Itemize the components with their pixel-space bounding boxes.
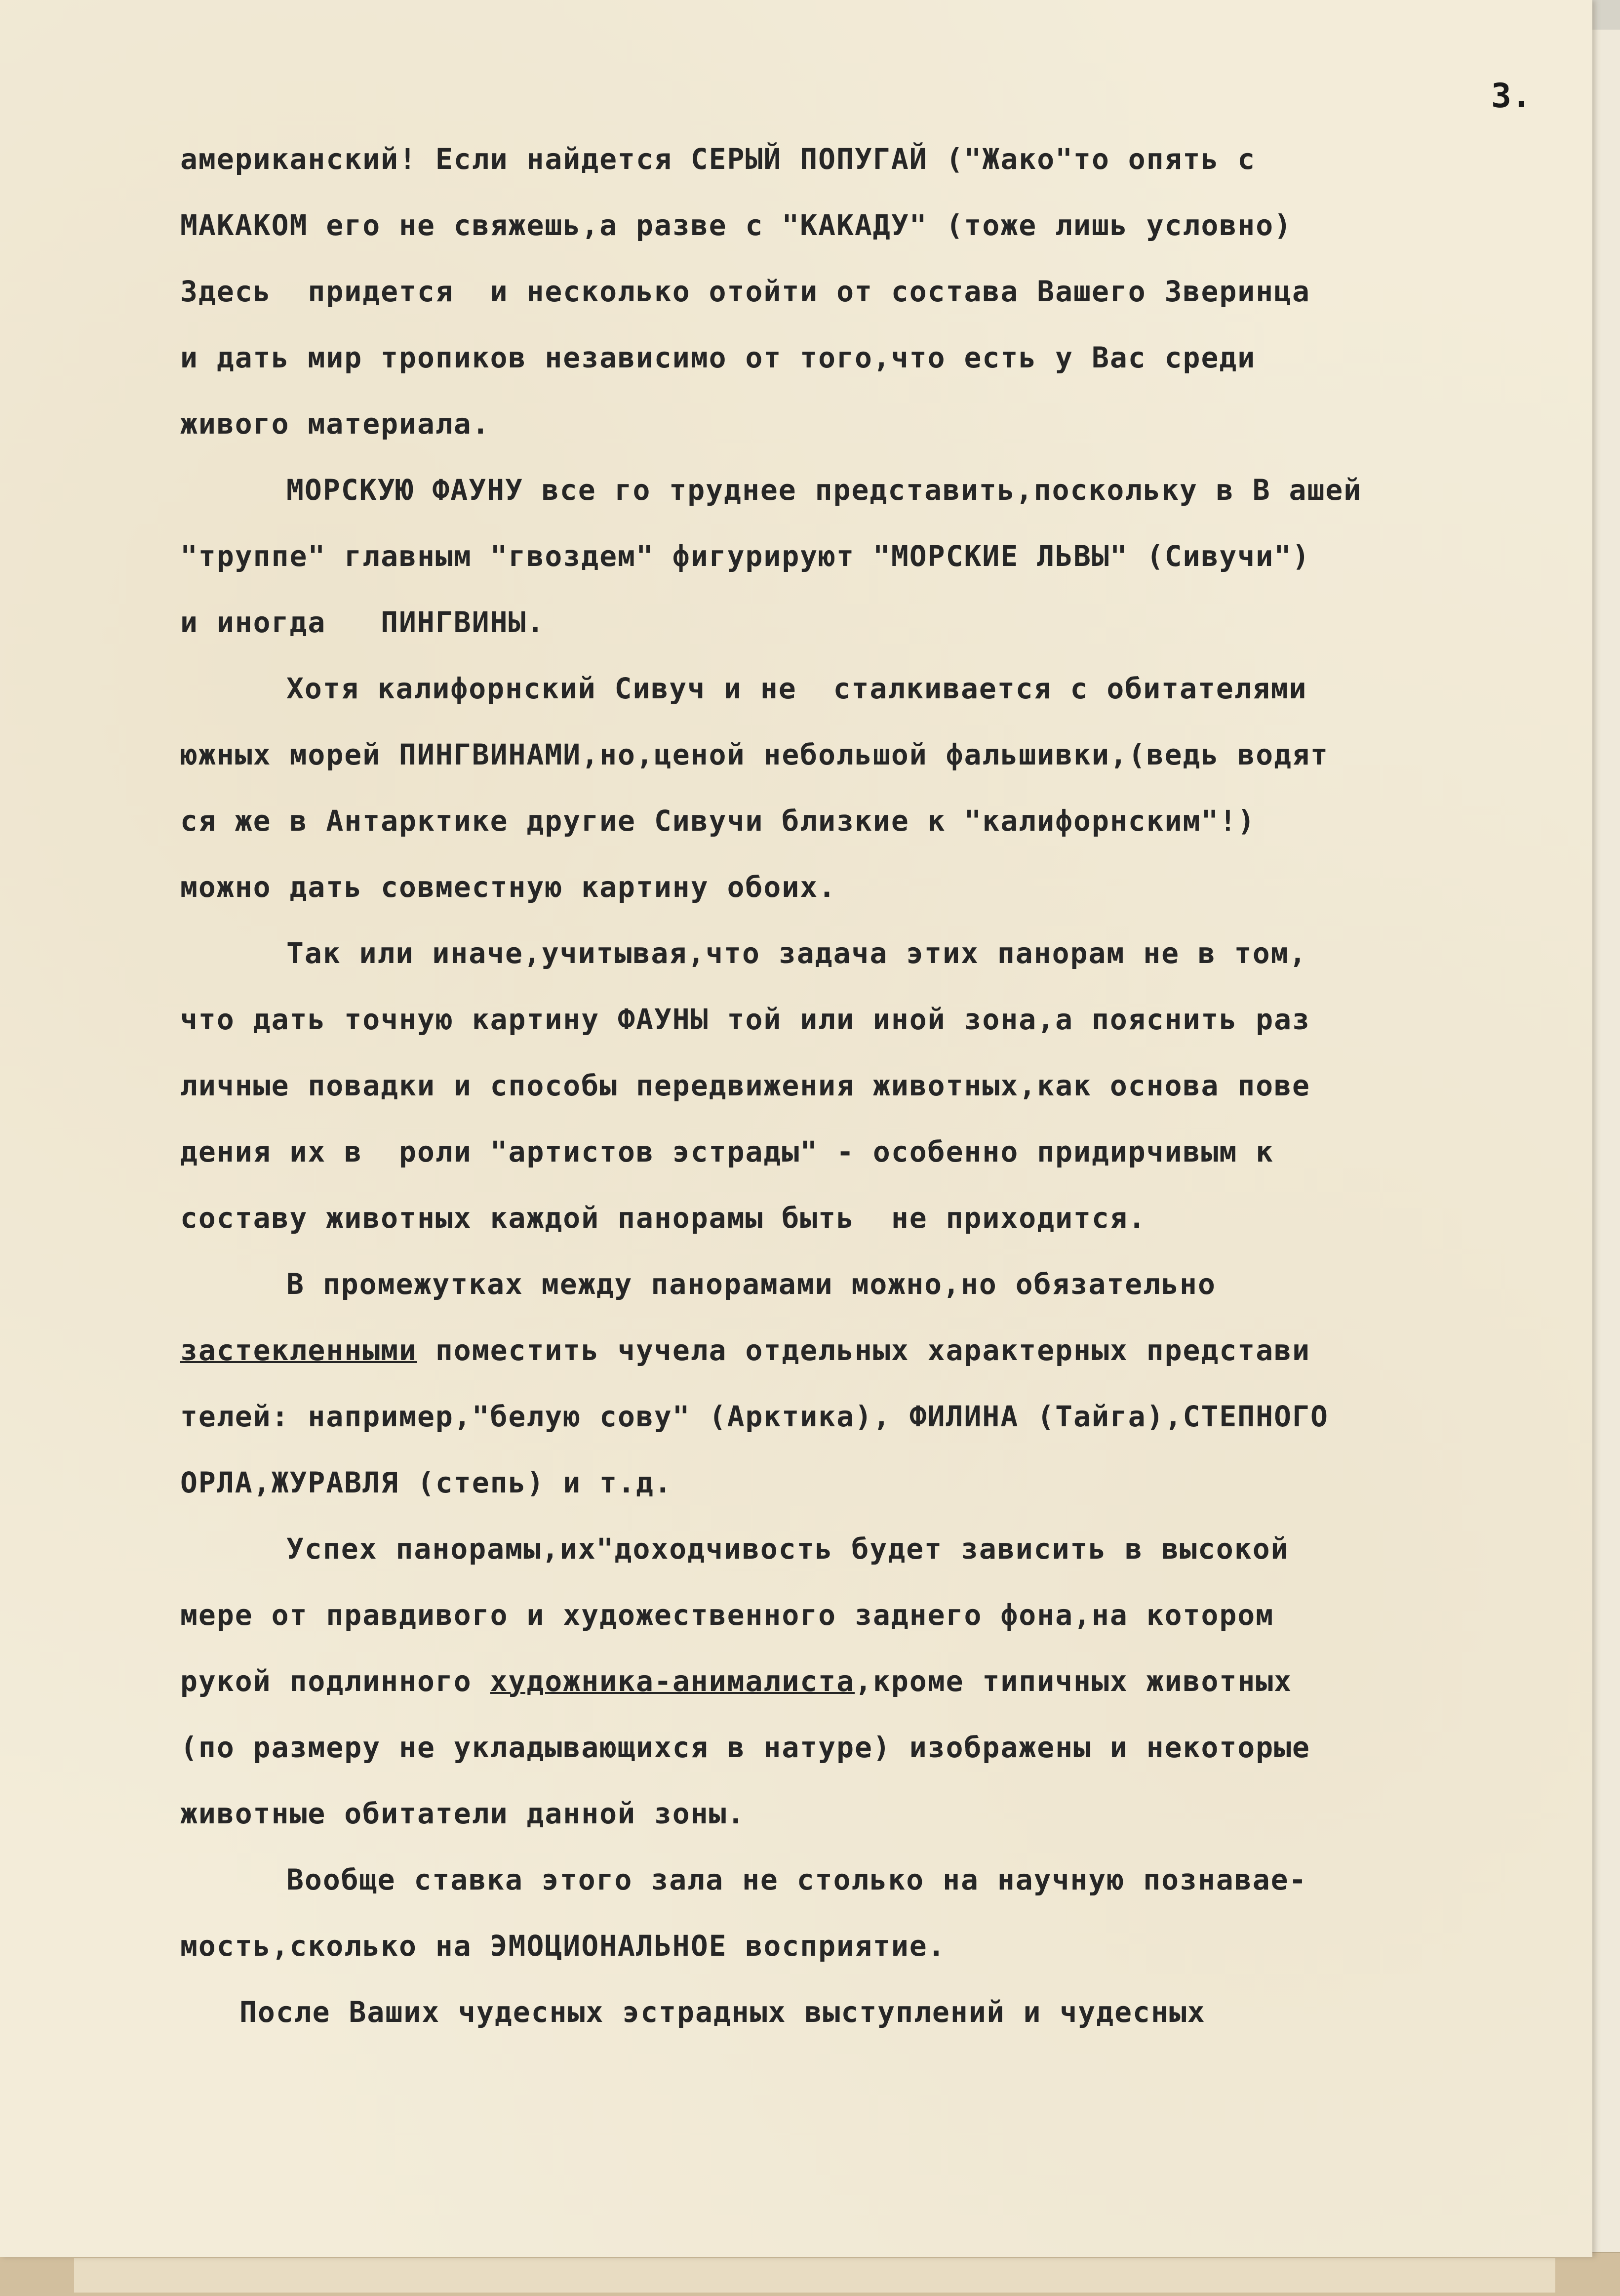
text-line: южных морей ПИНГВИНАМИ,но,ценой небольшой фальшивки,(ведь водят (180, 738, 1329, 771)
bottom-paper-edge (74, 2258, 1555, 2293)
text-line: животные обитатели данной зоны. (180, 1797, 746, 1830)
text-line: живого материала. (180, 407, 490, 441)
text-line: составу животных каждой панорамы быть не приходится. (180, 1201, 1146, 1235)
text-line: ся же в Антарктике другие Сивучи близкие к "калифорнским"!) (180, 804, 1256, 838)
underlined-word: застекленными (180, 1333, 417, 1367)
text-line: "труппе" главным "гвоздем" фигурируют "МОРСКИЕ ЛЬВЫ" (Сивучи") (180, 539, 1310, 573)
text-span: поместить чучела отдельных характерных представи (417, 1333, 1310, 1367)
paragraph-start-line: Так или иначе,учитывая,что задача этих панорам не в том, (286, 936, 1307, 970)
text-line: и иногда ПИНГВИНЫ. (180, 605, 545, 639)
paragraph-start-line: После Ваших чудесных эстрадных выступлений и чудесных (239, 1995, 1206, 2029)
paragraph-start-line: Хотя калифорнский Сивуч и не сталкивается с обитателями (286, 672, 1307, 705)
paragraph-start-line: МОРСКУЮ ФАУНУ все го труднее представить,поскольку в В ашей (286, 473, 1362, 507)
text-line: (по размеру не укладывающихся в натуре) изображены и некоторые (180, 1731, 1310, 1764)
bottom-paper-strip (0, 2252, 1620, 2296)
page-body (180, 126, 1563, 2045)
text-line: МАКАКОМ его не свяжешь,а разве с "КАКАДУ" (тоже лишь условно) (180, 208, 1293, 242)
text-line: что дать точную картину ФАУНЫ той или иной зона,а пояснить раз (180, 1003, 1310, 1036)
text-line: личные повадки и способы передвижения животных,как основа пове (180, 1069, 1310, 1102)
text-line: дения их в роли "артистов эстрады" - особенно придирчивым к (180, 1135, 1274, 1168)
text-line (180, 1648, 1563, 1714)
text-span: рукой подлинного (180, 1664, 490, 1698)
text-line: телей: например,"белую сову" (Арктика), ФИЛИНА (Тайга),СТЕПНОГО (180, 1400, 1329, 1433)
text-line: мость,сколько на ЭМОЦИОНАЛЬНОЕ восприятие. (180, 1929, 946, 1963)
text-line: можно дать совместную картину обоих. (180, 870, 837, 904)
text-line: ОРЛА,ЖУРАВЛЯ (степь) и т.д. (180, 1466, 672, 1499)
text-line: мере от правдивого и художественного заднего фона,на котором (180, 1598, 1274, 1632)
paragraph-start-line: Вообще ставка этого зала не столько на научную познавае- (286, 1863, 1307, 1896)
paragraph-start-line: Успех панорамы,их"доходчивость будет зависить в высокой (286, 1532, 1289, 1566)
text-line: и дать мир тропиков независимо от того,что есть у Вас среди (180, 341, 1256, 374)
text-line (180, 1317, 1563, 1383)
text-line: Здесь придется и несколько отойти от состава Вашего Зверинца (180, 275, 1310, 308)
text-span: ,кроме типичных животных (855, 1664, 1293, 1698)
text-line: американский! Если найдется СЕРЫЙ ПОПУГАЙ ("Жако"то опять с (180, 142, 1256, 176)
underlined-phrase: художника-анималиста (490, 1664, 855, 1698)
page-number: 3. (1491, 77, 1532, 116)
paragraph-start-line: В промежутках между панорамами можно,но обязательно (286, 1267, 1216, 1301)
